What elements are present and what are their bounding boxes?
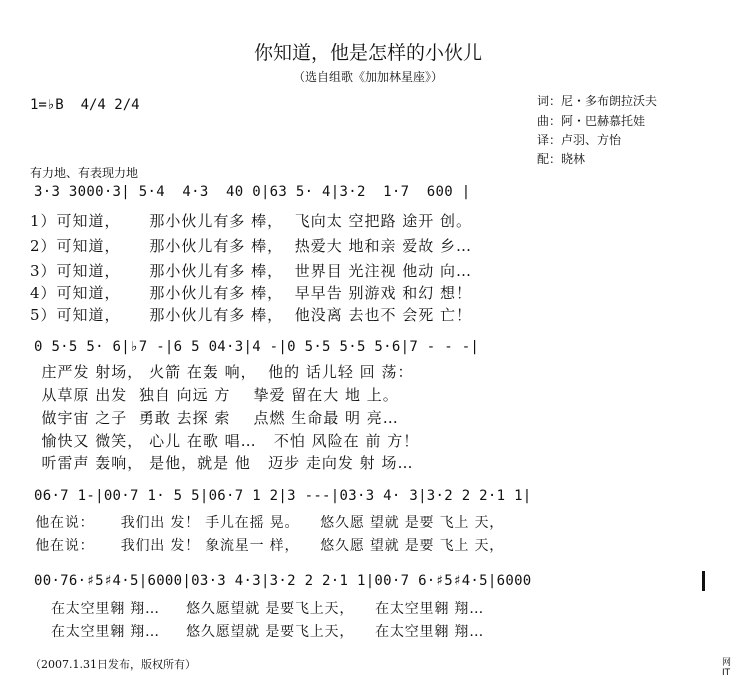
credit-arranger: 配：晓林 bbox=[537, 152, 586, 166]
notation-line-3: 06·7 1-|00·7 1· 5 5|06·7 1 2|3 ---|03·3 4· 3|3·2 2 2·1 1| bbox=[34, 488, 532, 504]
lyric-line: 做宇宙 之子 勇敢 去探 索 点燃 生命最 明 亮… bbox=[30, 409, 399, 427]
lyric-line: 听雷声 轰响， 是他，就是 他 迈步 走向发 射 场… bbox=[30, 454, 414, 472]
lyric-line: 3）可知道， 那小伙儿有多 棒， 世界目 光注视 他动 向… bbox=[30, 262, 472, 280]
footer-note: （2007.1.31日发布，版权所有） bbox=[30, 658, 196, 671]
notation-line-4: 00·76·♯5♯4·5|6000|03·3 4·3|3·2 2 2·1 1|00·7 6·♯5♯4·5|6000 bbox=[34, 573, 532, 589]
lyric-line: 在太空里翱 翔… 悠久愿望就 是要飞上天， 在太空里翱 翔… bbox=[30, 624, 485, 640]
notation-line-2: 0 5·5 5· 6|♭7 -|6 5 04·3|4 -|0 5·5 5·5 5·6|7 - - -| bbox=[34, 339, 480, 355]
lyric-line: 5）可知道， 那小伙儿有多 棒， 他没离 去也不 会死 亡！ bbox=[30, 306, 472, 324]
lyric-line: 他在说： 我们出 发！ 象流星一 样， 悠久愿 望就 是要 飞上 天， bbox=[30, 538, 505, 554]
song-subtitle: （选自组歌《加加林星座》） bbox=[292, 70, 443, 84]
watermark: 网IT bbox=[722, 658, 732, 678]
final-barline bbox=[702, 571, 705, 591]
lyric-line: 他在说： 我们出 发！ 手儿在摇 晃。 悠久愿 望就 是要 飞上 天， bbox=[30, 515, 505, 531]
notation-line-1: 3·3 3000·3| 5·4 4·3 40 0|63 5· 4|3·2 1·7 600 | bbox=[34, 184, 471, 200]
lyric-line: 2）可知道， 那小伙儿有多 棒， 热爱大 地和亲 爱故 乡… bbox=[30, 237, 472, 255]
key-signature: 1=♭B 4/4 2/4 bbox=[30, 97, 140, 113]
lyric-line: 1）可知道， 那小伙儿有多 棒， 飞向太 空把路 途开 创。 bbox=[30, 212, 472, 230]
lyric-line: 在太空里翱 翔… 悠久愿望就 是要飞上天， 在太空里翱 翔… bbox=[30, 601, 485, 617]
lyric-line: 庄严发 射场， 火箭 在轰 响， 他的 话儿轻 回 荡： bbox=[30, 363, 414, 381]
expression-marking: 有力地、有表现力地 bbox=[30, 166, 139, 180]
credit-lyricist: 词：尼・多布朗拉沃夫 bbox=[537, 94, 658, 108]
song-title: 你知道，他是怎样的小伙儿 bbox=[253, 42, 482, 64]
lyric-line: 愉快又 微笑， 心儿 在歌 唱… 不怕 风险在 前 方！ bbox=[30, 432, 420, 450]
lyric-line: 4）可知道， 那小伙儿有多 棒， 早早告 别游戏 和幻 想！ bbox=[30, 284, 472, 302]
credit-translators: 译：卢羽、方怡 bbox=[537, 133, 622, 147]
credit-composer: 曲：阿・巴赫慕托娃 bbox=[537, 114, 646, 128]
lyric-line: 从草原 出发 独自 向远 方 挚爱 留在大 地 上。 bbox=[30, 386, 399, 404]
